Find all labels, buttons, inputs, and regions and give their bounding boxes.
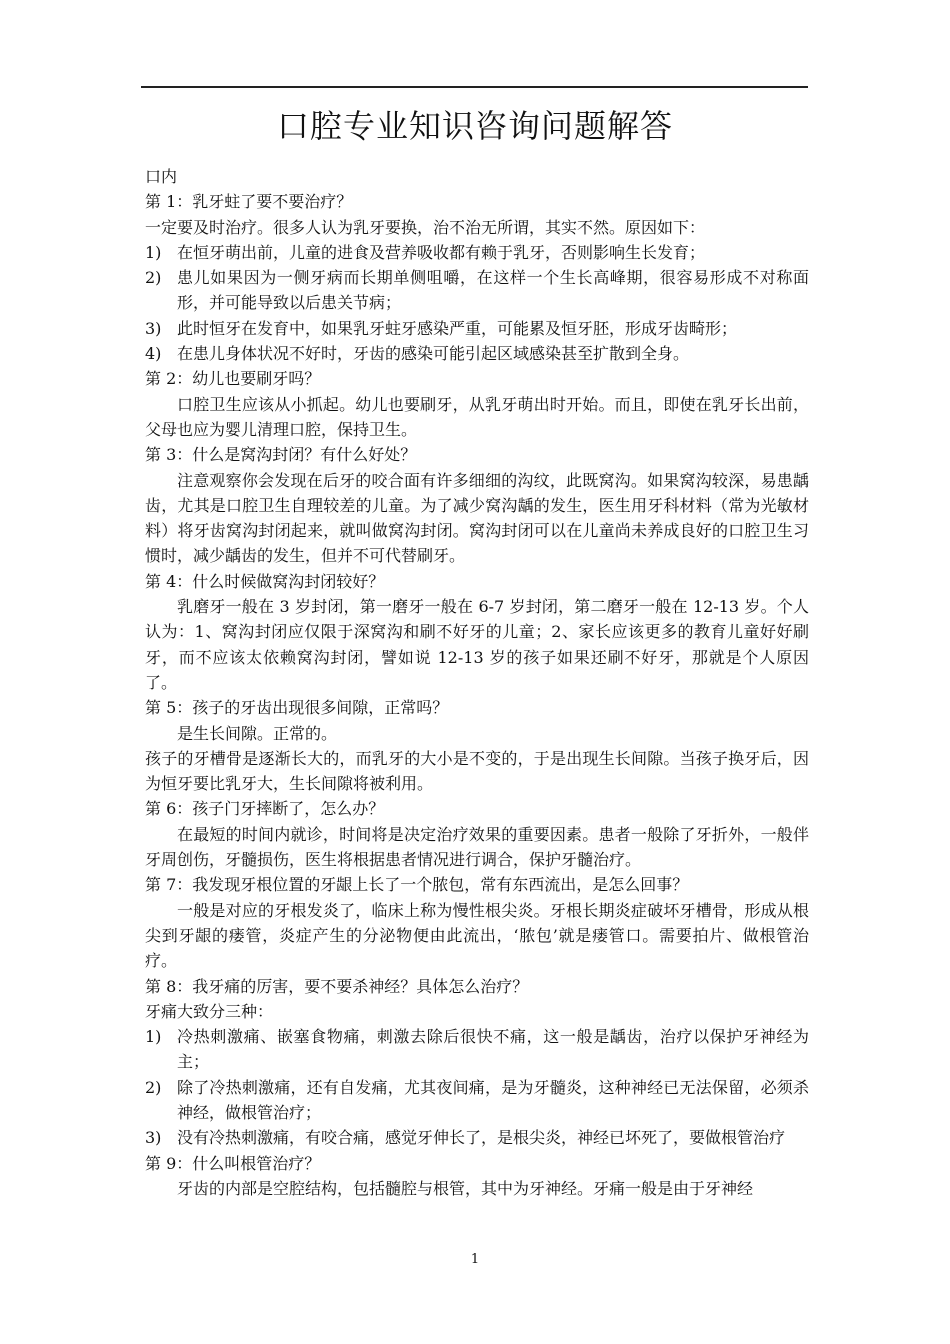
list-item-text: 没有冷热刺激痛，有咬合痛，感觉牙伸长了，是根尖炎，神经已坏死了，要做根管治疗 [177, 1128, 786, 1148]
paragraph: 一定要及时治疗。很多人认为乳牙要换，治不治无所谓，其实不然。原因如下： [145, 217, 706, 237]
question-heading: 第 4：什么时候做窝沟封闭较好？ [145, 571, 385, 591]
list-item [145, 341, 809, 366]
paragraph: 注意观察你会发现在后牙的咬合面有许多细细的沟纹，此既窝沟。如果窝沟较深，易患龋齿，尤其是口腔卫生自理较差的儿童。为了减少窝沟龋的发生，医生用牙科材料（常为光敏材料）将牙齿窝沟封闭起来，就叫做窝沟封闭。窝沟封闭可以在儿童尚未养成良好的口腔卫生习惯时，减少龋齿的发生，但并不可代替刷牙。 [145, 470, 809, 566]
question-heading: 第 7：我发现牙根位置的牙龈上长了一个脓包，常有东西流出，是怎么回事？ [145, 875, 689, 895]
list-item-text: 冷热刺激痛、嵌塞食物痛，刺激去除后很快不痛，这一般是龋齿，治疗以保护牙神经为主； [177, 1027, 809, 1072]
list-item-text: 此时恒牙在发育中，如果乳牙蛀牙感染严重，可能累及恒牙胚，形成牙齿畸形； [177, 318, 738, 338]
paragraph: 乳磨牙一般在 3 岁封闭，第一磨牙一般在 6-7 岁封闭，第二磨牙一般在 12-13 岁。个人认为：1、窝沟封闭应仅限于深窝沟和刷不好牙的儿童；2、家长应该更多的教育儿童好好刷牙，而不应该太依赖窝沟封闭，譬如说 12-13 岁的孩子如果还刷不好牙，那就是个人原因了。 [145, 597, 809, 692]
list-item-number: 3) [145, 318, 162, 338]
list-item-text: 在恒牙萌出前，儿童的进食及营养吸收都有赖于乳牙，否则影响生长发育； [177, 242, 706, 262]
list-item-number: 1) [145, 242, 162, 262]
list-item [145, 240, 809, 265]
list-item-number: 2) [145, 1077, 162, 1097]
list-item-text: 除了冷热刺激痛，还有自发痛，尤其夜间痛，是为牙髓炎，这种神经已无法保留，必须杀神经，做根管治疗； [177, 1077, 809, 1122]
list-item-number: 4) [145, 344, 162, 364]
list-item-number: 1) [145, 1027, 162, 1047]
list-item-number: 2) [145, 268, 162, 288]
paragraph: 一般是对应的牙根发炎了，临床上称为慢性根尖炎。牙根长期炎症破坏牙槽骨，形成从根尖到牙龈的瘘管，炎症产生的分泌物便由此流出，‘脓包’就是瘘管口。需要拍片、做根管治疗。 [145, 900, 809, 971]
question-heading: 第 6：孩子门牙摔断了，怎么办？ [145, 799, 385, 819]
page-title: 口腔专业知识咨询问题解答 [276, 107, 673, 145]
list-item [145, 1024, 809, 1075]
list-item [145, 1125, 809, 1150]
question-heading: 第 1：乳牙蛀了要不要治疗？ [145, 192, 353, 212]
question-heading: 第 3：什么是窝沟封闭？有什么好处？ [145, 445, 417, 465]
paragraph: 牙齿的内部是空腔结构，包括髓腔与根管，其中为牙神经。牙痛一般是由于牙神经 [177, 1178, 754, 1198]
list-item [145, 265, 809, 316]
paragraph: 在最短的时间内就诊，时间将是决定治疗效果的重要因素。患者一般除了牙折外，一般伴牙周创伤，牙髓损伤，医生将根据患者情况进行调合，保护牙髓治疗。 [145, 824, 809, 870]
list-item-number: 3) [145, 1128, 162, 1148]
page-number: 1 [470, 1252, 480, 1267]
paragraph: 孩子的牙槽骨是逐渐长大的，而乳牙的大小是不变的，于是出现生长间隙。当孩子换牙后，因为恒牙要比乳牙大，生长间隙将被利用。 [145, 748, 809, 794]
list-item-text: 患儿如果因为一侧牙病而长期单侧咀嚼，在这样一个生长高峰期，很容易形成不对称面形，并可能导致以后患关节病； [177, 268, 809, 313]
paragraph: 口腔卫生应该从小抓起。幼儿也要刷牙，从乳牙萌出时开始。而且，即使在乳牙长出前，父母也应为婴儿清理口腔，保持卫生。 [145, 394, 809, 439]
document-body [145, 164, 809, 1201]
list-item [145, 316, 809, 341]
question-heading: 第 5：孩子的牙齿出现很多间隙，正常吗？ [145, 698, 449, 718]
paragraph: 口内 [145, 167, 178, 186]
question-heading: 第 2：幼儿也要刷牙吗？ [145, 369, 321, 389]
list-item-text: 在患儿身体状况不好时，牙齿的感染可能引起区域感染甚至扩散到全身。 [177, 344, 690, 364]
list-item [145, 1075, 809, 1126]
header-rule [141, 86, 808, 88]
paragraph: 是生长间隙。正常的。 [177, 723, 338, 743]
question-heading: 第 8：我牙痛的厉害，要不要杀神经？具体怎么治疗？ [145, 976, 529, 996]
question-heading: 第 9：什么叫根管治疗？ [145, 1153, 321, 1173]
paragraph: 牙痛大致分三种： [145, 1001, 274, 1021]
